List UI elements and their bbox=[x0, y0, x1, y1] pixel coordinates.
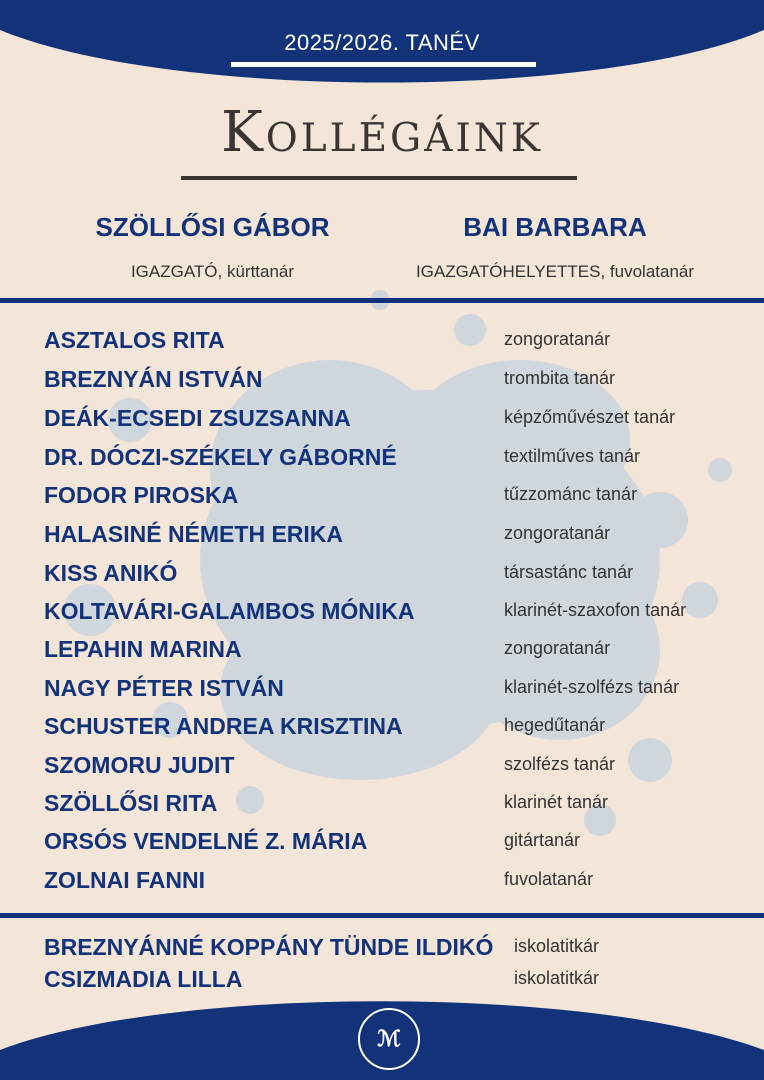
list-item bbox=[0, 752, 764, 782]
list-item bbox=[0, 482, 764, 512]
teacher-role: hegedűtanár bbox=[504, 715, 606, 735]
list-item bbox=[0, 636, 764, 666]
teacher-role: klarinét-szaxofon tanár bbox=[504, 600, 687, 620]
staff-role: iskolatitkár bbox=[514, 968, 600, 988]
teacher-role: gitártanár bbox=[504, 830, 581, 850]
leader-name: SZÖLLŐSI GÁBOR bbox=[95, 212, 330, 242]
teacher-role: textilműves tanár bbox=[504, 446, 641, 466]
teacher-name: KISS ANIKÓ bbox=[44, 560, 178, 586]
teacher-role: zongoratanár bbox=[504, 523, 611, 543]
teacher-role: trombita tanár bbox=[504, 368, 616, 388]
list-item bbox=[0, 713, 764, 743]
list-item bbox=[0, 444, 764, 474]
teacher-role: zongoratanár bbox=[504, 638, 611, 658]
teacher-name: LEPAHIN MARINA bbox=[44, 636, 242, 662]
teacher-name: HALASINÉ NÉMETH ERIKA bbox=[44, 521, 344, 547]
teacher-name: ZOLNAI FANNI bbox=[44, 867, 205, 893]
leader-role: IGAZGATÓHELYETTES, fuvolatanár bbox=[415, 262, 695, 281]
school-year: 2025/2026. TANÉV bbox=[284, 30, 480, 55]
list-item bbox=[0, 521, 764, 551]
teacher-name: BREZNYÁN ISTVÁN bbox=[44, 366, 263, 392]
teacher-name: KOLTAVÁRI-GALAMBOS MÓNIKA bbox=[44, 598, 415, 624]
list-item bbox=[0, 405, 764, 435]
school-seal-icon bbox=[358, 1008, 420, 1070]
list-item bbox=[0, 934, 764, 964]
teacher-name: ORSÓS VENDELNÉ Z. MÁRIA bbox=[44, 828, 368, 854]
teacher-role: szolfézs tanár bbox=[504, 754, 616, 774]
teacher-name: SZÖLLŐSI RITA bbox=[44, 790, 218, 816]
teacher-role: klarinét-szolfézs tanár bbox=[504, 677, 680, 697]
leader-name: BAI BARBARA bbox=[463, 212, 647, 242]
teacher-name: DEÁK-ECSEDI ZSUZSANNA bbox=[44, 405, 351, 431]
list-item bbox=[0, 366, 764, 396]
list-item bbox=[0, 675, 764, 705]
list-item bbox=[0, 327, 764, 357]
teacher-role: társastánc tanár bbox=[504, 562, 634, 582]
divider bbox=[0, 913, 764, 918]
teacher-role: klarinét tanár bbox=[504, 792, 609, 812]
staff-role: iskolatitkár bbox=[514, 936, 600, 956]
teacher-name: SCHUSTER ANDREA KRISZTINA bbox=[44, 713, 403, 739]
page-title: Kollégáink bbox=[220, 100, 544, 165]
title-underline bbox=[181, 176, 577, 180]
teacher-role: zongoratanár bbox=[504, 329, 611, 349]
divider bbox=[0, 298, 764, 303]
teacher-role: fuvolatanár bbox=[504, 869, 594, 889]
teacher-role: képzőművészet tanár bbox=[504, 407, 676, 427]
list-item bbox=[0, 966, 764, 996]
list-item bbox=[0, 598, 764, 628]
list-item bbox=[0, 828, 764, 858]
teacher-name: NAGY PÉTER ISTVÁN bbox=[44, 675, 284, 701]
staff-name: CSIZMADIA LILLA bbox=[44, 966, 243, 992]
year-underline bbox=[231, 62, 536, 67]
teacher-name: DR. DÓCZI-SZÉKELY GÁBORNÉ bbox=[44, 444, 397, 470]
teacher-name: SZOMORU JUDIT bbox=[44, 752, 235, 778]
list-item bbox=[0, 867, 764, 897]
teacher-name: ASZTALOS RITA bbox=[44, 327, 225, 353]
leader-role: IGAZGATÓ, kürttanár bbox=[130, 262, 295, 281]
seal-monogram-icon: ℳ bbox=[377, 1026, 401, 1052]
list-item bbox=[0, 790, 764, 820]
teacher-role: tűzzománc tanár bbox=[504, 484, 638, 504]
teacher-name: FODOR PIROSKA bbox=[44, 482, 239, 508]
list-item bbox=[0, 560, 764, 590]
staff-name: BREZNYÁNNÉ KOPPÁNY TÜNDE ILDIKÓ bbox=[44, 934, 494, 960]
